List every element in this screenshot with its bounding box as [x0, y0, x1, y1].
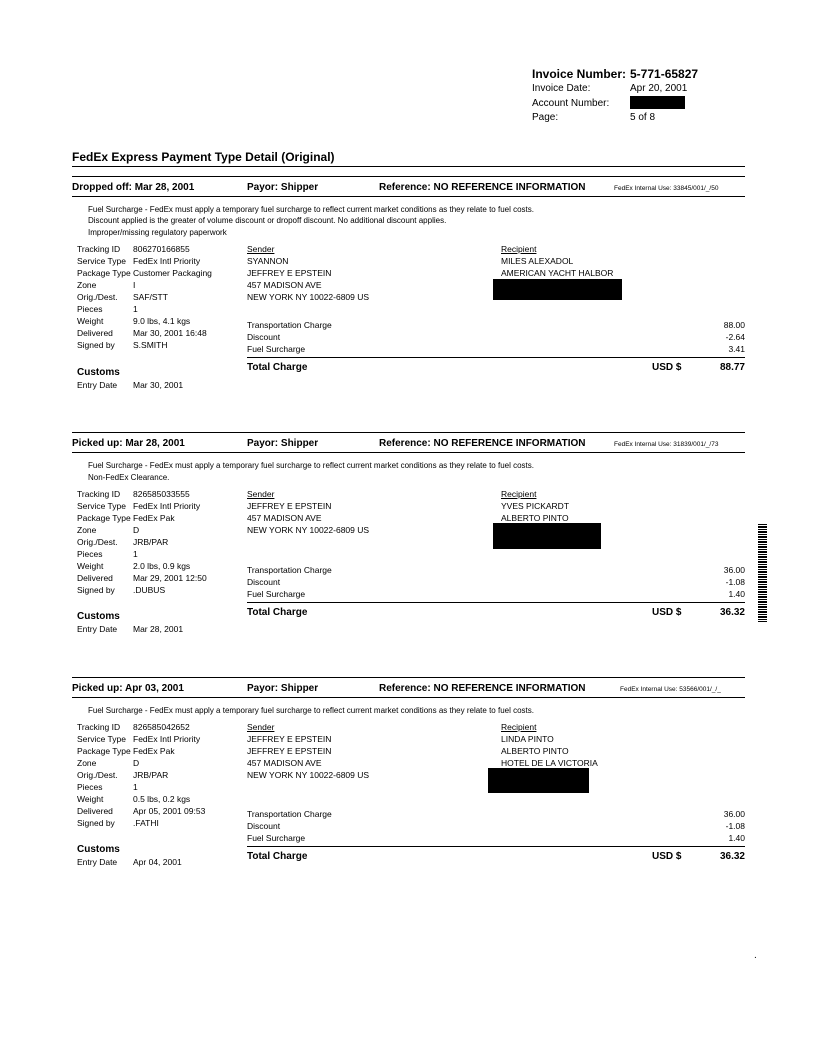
fuel-surcharge-label: Fuel Surcharge [247, 833, 306, 843]
shipment-note: Improper/missing regulatory paperwork [88, 228, 227, 237]
transportation-charge: 36.00 [723, 565, 745, 575]
transportation-charge-label: Transportation Charge [247, 320, 332, 330]
shipment-reference: Reference: NO REFERENCE INFORMATION [379, 438, 586, 449]
customs-label: Customs [77, 844, 120, 855]
fuel-surcharge-label: Fuel Surcharge [247, 344, 306, 354]
recipient-label: Recipient [501, 722, 537, 732]
shipment-event: Picked up: Apr 03, 2001 [72, 683, 184, 694]
transportation-charge: 88.00 [723, 320, 745, 330]
pieces-label: Pieces [77, 782, 103, 792]
shipment-reference: Reference: NO REFERENCE INFORMATION [379, 683, 586, 694]
delivered-label: Delivered [77, 573, 113, 583]
orig-dest: JRB/PAR [133, 770, 169, 780]
invoice-number-label: Invoice Number: [532, 67, 627, 81]
discount-label: Discount [247, 821, 281, 831]
currency: USD $ [652, 362, 682, 373]
page-number: 5 of 8 [630, 112, 656, 123]
signed-by-label: Signed by [77, 340, 115, 350]
page-label: Page: [532, 112, 559, 123]
shipment-rule-top [72, 677, 745, 678]
shipment-internal-use: FedEx Internal Use: 53566/001/_/_ [620, 686, 721, 693]
zone: D [133, 525, 140, 535]
signed-by: .FATHI [133, 818, 159, 828]
account-number-label: Account Number: [532, 98, 610, 109]
sender-line: 457 MADISON AVE [247, 280, 322, 290]
total-charge: 36.32 [719, 607, 745, 618]
shipment-event: Dropped off: Mar 28, 2001 [72, 182, 195, 193]
orig-dest: SAF/STT [133, 292, 168, 302]
weight-label: Weight [77, 794, 104, 804]
orig-dest-label: Orig./Dest. [77, 292, 118, 302]
tracking-id: 826585042652 [133, 722, 190, 732]
entry-date-label: Entry Date [77, 857, 118, 867]
total-charge-label: Total Charge [247, 607, 308, 618]
delivered-label: Delivered [77, 806, 113, 816]
fuel-surcharge: 1.40 [728, 833, 745, 843]
currency: USD $ [652, 607, 682, 618]
discount: -1.08 [725, 577, 745, 587]
sender-line: JEFFREY E EPSTEIN [247, 746, 332, 756]
shipment-rule-bottom [72, 697, 745, 698]
total-charge-label: Total Charge [247, 851, 308, 862]
total-rule [247, 846, 745, 847]
orig-dest: JRB/PAR [133, 537, 169, 547]
shipment-event: Picked up: Mar 28, 2001 [72, 438, 185, 449]
delivered-label: Delivered [77, 328, 113, 338]
weight: 0.5 lbs, 0.2 kgs [133, 794, 191, 804]
recipient-line: HOTEL DE LA VICTORIA [501, 758, 598, 768]
shipment-note: Fuel Surcharge - FedEx must apply a temporary fuel surcharge to reflect current market conditions as they relate to fuel costs. [88, 461, 534, 470]
transportation-charge: 36.00 [723, 809, 745, 819]
fuel-surcharge: 3.41 [728, 344, 745, 354]
pieces: 1 [133, 782, 138, 792]
discount: -2.64 [725, 332, 745, 342]
package-type: Customer Packaging [133, 268, 212, 278]
weight: 2.0 lbs, 0.9 kgs [133, 561, 191, 571]
total-rule [247, 602, 745, 603]
zone-label: Zone [77, 280, 97, 290]
recipient-line: ALBERTO PINTO [501, 746, 569, 756]
recipient-line: MILES ALEXADOL [501, 256, 574, 266]
recipient-line: ALBERTO PINTO [501, 513, 569, 523]
pieces-label: Pieces [77, 304, 103, 314]
account-number-redaction [630, 96, 685, 109]
zone: D [133, 758, 140, 768]
recipient-label: Recipient [501, 489, 537, 499]
sender-line: NEW YORK NY 10022-6809 US [247, 292, 370, 302]
total-charge: 36.32 [719, 851, 745, 862]
zone-label: Zone [77, 758, 97, 768]
shipment-internal-use: FedEx Internal Use: 31839/001/_/73 [614, 441, 719, 448]
shipment-rule-bottom [72, 196, 745, 197]
customs-label: Customs [77, 611, 120, 622]
package-type-label: Package Type [77, 746, 131, 756]
recipient-label: Recipient [501, 244, 537, 254]
zone: I [133, 280, 136, 290]
section-title: FedEx Express Payment Type Detail (Original) [72, 150, 335, 164]
sender-line: 457 MADISON AVE [247, 513, 322, 523]
delivered: Apr 05, 2001 09:53 [133, 806, 206, 816]
section-rule [72, 166, 745, 167]
sender-line: JEFFREY E EPSTEIN [247, 734, 332, 744]
service-type: FedEx Intl Priority [133, 501, 201, 511]
delivered: Mar 30, 2001 16:48 [133, 328, 207, 338]
recipient-redaction [493, 523, 601, 549]
recipient-line: LINDA PINTO [501, 734, 554, 744]
weight-label: Weight [77, 316, 104, 326]
currency: USD $ [652, 851, 682, 862]
orig-dest-label: Orig./Dest. [77, 770, 118, 780]
shipment-payor: Payor: Shipper [247, 182, 319, 193]
service-type: FedEx Intl Priority [133, 256, 201, 266]
entry-date-label: Entry Date [77, 624, 118, 634]
service-type-label: Service Type [77, 256, 126, 266]
signed-by-label: Signed by [77, 818, 115, 828]
entry-date-label: Entry Date [77, 380, 118, 390]
weight: 9.0 lbs, 4.1 kgs [133, 316, 191, 326]
package-type-label: Package Type [77, 513, 131, 523]
shipment-payor: Payor: Shipper [247, 438, 319, 449]
shipment-rule-bottom [72, 452, 745, 453]
package-type: FedEx Pak [133, 513, 175, 523]
tracking-id-label: Tracking ID [77, 244, 121, 254]
total-charge-label: Total Charge [247, 362, 308, 373]
transportation-charge-label: Transportation Charge [247, 809, 332, 819]
recipient-redaction [493, 279, 622, 300]
sender-line: JEFFREY E EPSTEIN [247, 268, 332, 278]
shipment-reference: Reference: NO REFERENCE INFORMATION [379, 182, 586, 193]
orig-dest-label: Orig./Dest. [77, 537, 118, 547]
shipment-note: Non-FedEx Clearance. [88, 473, 170, 482]
signed-by: S.SMITH [133, 340, 168, 350]
sender-label: Sender [247, 489, 275, 499]
recipient-line: AMERICAN YACHT HALBOR [501, 268, 614, 278]
fuel-surcharge: 1.40 [728, 589, 745, 599]
footer-mark: . [754, 950, 757, 961]
discount: -1.08 [725, 821, 745, 831]
weight-label: Weight [77, 561, 104, 571]
tracking-id: 806270166855 [133, 244, 190, 254]
sender-line: NEW YORK NY 10022-6809 US [247, 770, 370, 780]
pieces-label: Pieces [77, 549, 103, 559]
side-barcode [758, 524, 767, 622]
sender-line: JEFFREY E EPSTEIN [247, 501, 332, 511]
invoice-number: 5-771-65827 [630, 67, 699, 81]
delivered: Mar 29, 2001 12:50 [133, 573, 207, 583]
tracking-id-label: Tracking ID [77, 722, 121, 732]
shipment-note: Fuel Surcharge - FedEx must apply a temporary fuel surcharge to reflect current market conditions as they relate to fuel costs. [88, 205, 534, 214]
service-type: FedEx Intl Priority [133, 734, 201, 744]
shipment-note: Fuel Surcharge - FedEx must apply a temporary fuel surcharge to reflect current market conditions as they relate to fuel costs. [88, 706, 534, 715]
sender-line: SYANNON [247, 256, 289, 266]
zone-label: Zone [77, 525, 97, 535]
shipment-rule-top [72, 432, 745, 433]
package-type: FedEx Pak [133, 746, 175, 756]
package-type-label: Package Type [77, 268, 131, 278]
sender-line: NEW YORK NY 10022-6809 US [247, 525, 370, 535]
tracking-id: 826585033555 [133, 489, 190, 499]
sender-label: Sender [247, 722, 275, 732]
tracking-id-label: Tracking ID [77, 489, 121, 499]
fuel-surcharge-label: Fuel Surcharge [247, 589, 306, 599]
shipment-internal-use: FedEx Internal Use: 33845/001/_/50 [614, 185, 719, 192]
shipment-note: Discount applied is the greater of volume discount or dropoff discount. No additional discount applies. [88, 216, 447, 225]
recipient-line: YVES PICKARDT [501, 501, 570, 511]
invoice-date-label: Invoice Date: [532, 83, 591, 94]
invoice-date: Apr 20, 2001 [630, 83, 688, 94]
entry-date: Mar 28, 2001 [133, 624, 184, 634]
sender-label: Sender [247, 244, 275, 254]
recipient-redaction [488, 768, 589, 793]
customs-label: Customs [77, 367, 120, 378]
discount-label: Discount [247, 332, 281, 342]
signed-by: .DUBUS [133, 585, 166, 595]
discount-label: Discount [247, 577, 281, 587]
pieces: 1 [133, 549, 138, 559]
entry-date: Mar 30, 2001 [133, 380, 184, 390]
pieces: 1 [133, 304, 138, 314]
sender-line: 457 MADISON AVE [247, 758, 322, 768]
shipment-payor: Payor: Shipper [247, 683, 319, 694]
transportation-charge-label: Transportation Charge [247, 565, 332, 575]
entry-date: Apr 04, 2001 [133, 857, 182, 867]
service-type-label: Service Type [77, 501, 126, 511]
signed-by-label: Signed by [77, 585, 115, 595]
service-type-label: Service Type [77, 734, 126, 744]
shipment-rule-top [72, 176, 745, 177]
total-charge: 88.77 [719, 362, 745, 373]
total-rule [247, 357, 745, 358]
